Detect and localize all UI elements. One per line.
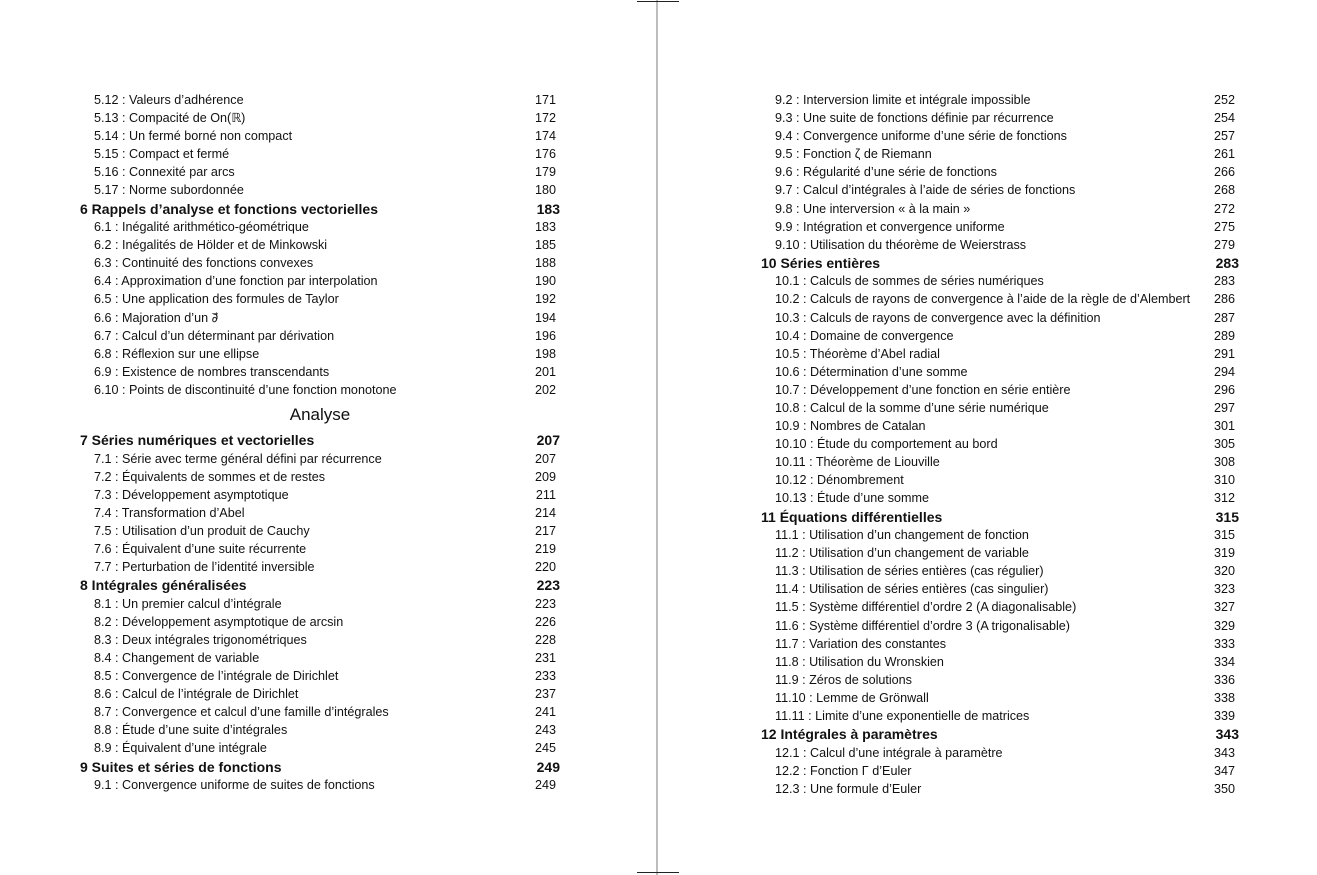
toc-page-number: 245 [534, 741, 556, 756]
toc-page-number: 291 [1213, 346, 1235, 361]
toc-entry-title: 9.4 : Convergence uniforme d’une série de fonctions [775, 129, 1067, 144]
toc-entry [761, 345, 1239, 363]
toc-page-number: 249 [534, 778, 556, 792]
toc-page-number: 286 [1213, 292, 1235, 307]
toc-entry [80, 540, 560, 558]
toc-entry-title: 9.1 : Convergence uniforme de suites de fonctions [94, 778, 375, 792]
toc-entry [80, 272, 560, 290]
toc-entry [80, 91, 560, 109]
toc-entry [80, 776, 560, 794]
toc-page-number: 275 [1213, 219, 1235, 234]
toc-entry-title: 9.2 : Interversion limite et intégrale impossible [775, 93, 1031, 107]
toc-page-number: 179 [534, 165, 556, 180]
toc-page-number: 315 [1215, 508, 1239, 525]
toc-entry-title: 8.4 : Changement de variable [94, 650, 260, 665]
toc-entry-title: 6.1 : Inégalité arithmético-géométrique [94, 220, 309, 235]
toc-entry [80, 254, 560, 272]
toc-page-number: 315 [1213, 528, 1235, 543]
toc-entry [761, 580, 1239, 598]
toc-page-number: 207 [534, 451, 556, 466]
toc-entry [761, 635, 1239, 653]
toc-entry [80, 522, 560, 540]
toc-entry-title: Analyse [289, 405, 351, 424]
toc-page-number: 231 [534, 650, 556, 665]
toc-page-number: 283 [1215, 254, 1239, 271]
toc-part-title [80, 404, 560, 426]
toc-page-number: 254 [1213, 111, 1235, 126]
toc-page-number: 214 [534, 505, 556, 520]
toc-entry [761, 653, 1239, 671]
toc-entry-title: 9 Suites et séries de fonctions [80, 758, 282, 775]
toc-page-number: 343 [1213, 745, 1235, 760]
toc-page-number: 347 [1213, 763, 1235, 778]
toc-entry-title: 8.7 : Convergence et calcul d’une famille d’intégrales [94, 705, 389, 720]
toc-page-number: 338 [1213, 690, 1235, 705]
toc-chapter [80, 200, 560, 219]
toc-page-number: 237 [534, 687, 556, 702]
toc-entry [761, 181, 1239, 199]
toc-entry-title: 5.13 : Compacité de On(ℝ) [94, 111, 246, 126]
toc-entry-title: 7.2 : Équivalents de sommes et de restes [94, 469, 326, 484]
toc-page-number: 312 [1213, 491, 1235, 506]
toc-entry-title: 11.6 : Système différentiel d’ordre 3 (A trigonalisable) [775, 618, 1070, 633]
toc-entry-title: 11.5 : Système différentiel d’ordre 2 (A diagonalisable) [775, 600, 1077, 615]
toc-page-number: 294 [1213, 364, 1235, 379]
toc-entry [761, 290, 1239, 308]
toc-entry-title: 6 Rappels d’analyse et fonctions vectorielles [80, 200, 378, 217]
toc-page-number: 196 [534, 328, 556, 343]
toc-page-number: 174 [534, 129, 556, 144]
toc-page-number: 289 [1213, 328, 1235, 343]
toc-entry [80, 685, 560, 703]
toc-entry [80, 163, 560, 181]
toc-page-number: 219 [534, 541, 556, 556]
toc-entry [761, 236, 1239, 254]
toc-page-number: 241 [534, 705, 556, 720]
toc-entry-title: 6.10 : Points de discontinuité d’une fonction monotone [94, 382, 397, 397]
toc-page-number: 296 [1213, 382, 1235, 397]
left-page [0, 0, 657, 875]
toc-page-number: 268 [1213, 183, 1235, 198]
toc-entry-title: 5.12 : Valeurs d’adhérence [94, 93, 244, 107]
toc-page-number: 190 [534, 274, 556, 289]
toc-entry-title: 6.2 : Inégalités de Hölder et de Minkowski [94, 238, 328, 253]
toc-entry-title: 10.13 : Étude d’une somme [775, 491, 930, 506]
toc-entry [761, 145, 1239, 163]
toc-page-number: 249 [536, 758, 560, 775]
toc-entry [80, 236, 560, 254]
toc-entry-title: 8.6 : Calcul de l’intégrale de Dirichlet [94, 687, 299, 702]
toc-page-number: 172 [534, 111, 556, 126]
toc-page-number: 343 [1215, 726, 1239, 743]
toc-entry-title: 8.5 : Convergence de l’intégrale de Dirichlet [94, 669, 339, 684]
toc-page-number: 209 [534, 469, 556, 484]
toc-entry-title: 9.3 : Une suite de fonctions définie par récurrence [775, 111, 1054, 126]
toc-entry-title: 6.5 : Une application des formules de Taylor [94, 292, 339, 307]
toc-entry-title: 11 Équations différentielles [761, 508, 943, 525]
toc-entry-title: 11.11 : Limite d’une exponentielle de matrices [775, 709, 1030, 723]
toc-entry-title: 7.6 : Équivalent d’une suite récurrente [94, 541, 307, 556]
toc-left [80, 91, 560, 794]
toc-entry-title: 7 Séries numériques et vectorielles [80, 432, 315, 448]
toc-entry [761, 780, 1239, 798]
toc-entry [761, 526, 1239, 544]
toc-entry [80, 218, 560, 236]
toc-entry-title: 7.1 : Série avec terme général défini par récurrence [94, 451, 382, 466]
toc-page-number: 180 [534, 183, 556, 198]
toc-entry [80, 486, 560, 504]
toc-page-number: 183 [534, 220, 556, 235]
toc-page-number: 202 [534, 382, 556, 397]
toc-chapter [80, 758, 560, 777]
toc-entry [80, 381, 560, 399]
toc-entry-title: 7.7 : Perturbation de l’identité inversible [94, 560, 315, 575]
toc-page-number: 226 [534, 614, 556, 629]
toc-entry-title: 7.5 : Utilisation d’un produit de Cauchy [94, 523, 310, 538]
toc-entry [80, 649, 560, 667]
toc-entry-title: 6.9 : Existence de nombres transcendants [94, 364, 330, 379]
toc-entry [761, 127, 1239, 145]
toc-entry-title: 11.1 : Utilisation d’un changement de fonction [775, 528, 1029, 543]
toc-page-number: 207 [536, 432, 560, 448]
toc-entry-title: 11.8 : Utilisation du Wronskien [775, 654, 944, 669]
toc-page-number: 279 [1213, 237, 1235, 252]
toc-entry-title: 5.17 : Norme subordonnée [94, 183, 244, 198]
toc-page-number: 217 [534, 523, 556, 538]
toc-page-number: 188 [534, 256, 556, 271]
toc-entry [761, 200, 1239, 218]
toc-page-number: 220 [534, 560, 556, 575]
toc-page-number: 333 [1213, 636, 1235, 651]
toc-entry [761, 762, 1239, 780]
toc-entry [761, 471, 1239, 489]
toc-entry-title: 8.9 : Équivalent d’une intégrale [94, 741, 267, 756]
toc-entry [761, 689, 1239, 707]
toc-chapter [761, 254, 1239, 273]
toc-entry-title: 5.16 : Connexité par arcs [94, 165, 235, 180]
toc-entry-title: 11.3 : Utilisation de séries entières (cas régulier) [775, 564, 1044, 579]
toc-page-number: 243 [534, 723, 556, 738]
toc-entry-title: 10.12 : Dénombrement [775, 473, 904, 488]
toc-entry-title: 6.7 : Calcul d’un déterminant par dérivation [94, 328, 335, 343]
toc-entry [80, 290, 560, 308]
toc-entry [761, 327, 1239, 345]
toc-page-number: 176 [534, 147, 556, 162]
toc-chapter [80, 576, 560, 595]
toc-entry [80, 595, 560, 613]
toc-entry-title: 10.4 : Domaine de convergence [775, 328, 954, 343]
toc-entry [761, 109, 1239, 127]
toc-entry [80, 739, 560, 757]
toc-page-number: 310 [1213, 473, 1235, 488]
toc-page-number: 329 [1213, 618, 1235, 633]
toc-entry [80, 363, 560, 381]
toc-page-number: 185 [534, 238, 556, 253]
toc-entry [761, 617, 1239, 635]
toc-entry [761, 744, 1239, 762]
toc-entry [761, 671, 1239, 689]
toc-entry-title: 7.3 : Développement asymptotique [94, 487, 289, 502]
toc-page-number: 223 [534, 596, 556, 611]
right-page [659, 0, 1317, 875]
toc-chapter [761, 508, 1239, 527]
toc-entry-title: 12.3 : Une formule d’Euler [775, 781, 922, 796]
toc-page-number: 323 [1213, 582, 1235, 597]
toc-page-number: 320 [1213, 564, 1235, 579]
toc-entry-title: 8.1 : Un premier calcul d’intégrale [94, 596, 282, 611]
toc-entry [761, 363, 1239, 381]
toc-entry-title: 6.6 : Majoration d’un ∂⃗ [94, 310, 219, 325]
toc-page-number: 257 [1213, 129, 1235, 144]
toc-entry [80, 667, 560, 685]
toc-entry [761, 381, 1239, 399]
toc-page-number: 327 [1213, 600, 1235, 615]
toc-page-number: 194 [534, 310, 556, 325]
toc-entry-title: 10.2 : Calculs de rayons de convergence à l’aide de la règle de d’Alembert [775, 292, 1191, 307]
toc-entry-title: 5.15 : Compact et fermé [94, 147, 230, 162]
toc-page-number: 297 [1213, 401, 1235, 415]
toc-page-number: 228 [534, 632, 556, 647]
toc-entry [80, 558, 560, 576]
toc-entry [761, 435, 1239, 453]
toc-entry-title: 5.14 : Un fermé borné non compact [94, 129, 293, 144]
toc-entry [761, 707, 1239, 725]
toc-page-number: 192 [534, 292, 556, 307]
toc-entry [80, 327, 560, 345]
toc-entry [761, 453, 1239, 471]
toc-entry-title: 8.3 : Deux intégrales trigonométriques [94, 632, 307, 647]
toc-entry-title: 9.7 : Calcul d’intégrales à l’aide de séries de fonctions [775, 183, 1076, 198]
toc-entry [80, 468, 560, 486]
toc-entry [80, 504, 560, 522]
toc-entry [761, 598, 1239, 616]
toc-entry-title: 9.8 : Une interversion « à la main » [775, 201, 971, 216]
toc-page-number: 183 [536, 200, 560, 217]
toc-entry [761, 399, 1239, 417]
toc-entry-title: 11.9 : Zéros de solutions [775, 672, 912, 687]
toc-page-number: 261 [1213, 147, 1235, 162]
toc-page-number: 305 [1213, 437, 1235, 452]
toc-entry [80, 109, 560, 127]
toc-entry [80, 145, 560, 163]
toc-page-number: 334 [1213, 654, 1235, 669]
toc-page-number: 252 [1213, 93, 1235, 107]
toc-entry [761, 218, 1239, 236]
toc-entry [761, 309, 1239, 327]
toc-entry-title: 10.11 : Théorème de Liouville [775, 455, 940, 470]
toc-entry [80, 127, 560, 145]
toc-entry-title: 9.10 : Utilisation du théorème de Weierstrass [775, 237, 1027, 252]
toc-page-number: 308 [1213, 455, 1235, 470]
toc-entry [80, 721, 560, 739]
toc-entry-title: 12.1 : Calcul d’une intégrale à paramètre [775, 745, 1003, 760]
toc-entry [761, 163, 1239, 181]
toc-right [761, 91, 1239, 798]
toc-entry-title: 10 Séries entières [761, 254, 881, 271]
toc-page-number: 319 [1213, 546, 1235, 561]
toc-page-number: 339 [1213, 709, 1235, 723]
toc-entry-title: 6.8 : Réflexion sur une ellipse [94, 346, 260, 361]
toc-page-number: 201 [534, 364, 556, 379]
toc-chapter [761, 725, 1239, 744]
toc-entry [80, 309, 560, 327]
toc-entry [761, 562, 1239, 580]
toc-entry-title: 11.2 : Utilisation d’un changement de variable [775, 546, 1029, 561]
toc-entry-title: 9.6 : Régularité d’une série de fonctions [775, 165, 997, 180]
toc-page-number: 350 [1213, 781, 1235, 796]
toc-page-number: 223 [536, 577, 560, 594]
toc-entry [80, 631, 560, 649]
toc-entry-title: 10.7 : Développement d’une fonction en série entière [775, 382, 1071, 397]
toc-entry-title: 6.3 : Continuité des fonctions convexes [94, 256, 314, 271]
toc-entry-title: 10.3 : Calculs de rayons de convergence avec la définition [775, 310, 1101, 325]
toc-entry-title: 12 Intégrales à paramètres [761, 726, 938, 743]
toc-page-number: 198 [534, 346, 556, 361]
toc-page-number: 272 [1213, 201, 1235, 216]
toc-page-number: 171 [534, 93, 556, 107]
toc-entry [80, 613, 560, 631]
toc-page-number: 301 [1213, 419, 1235, 434]
toc-entry [761, 544, 1239, 562]
toc-entry-title: 10.9 : Nombres de Catalan [775, 419, 926, 434]
toc-entry [80, 345, 560, 363]
toc-page-number: 233 [534, 669, 556, 684]
toc-entry-title: 11.4 : Utilisation de séries entières (cas singulier) [775, 582, 1049, 597]
toc-entry [761, 417, 1239, 435]
toc-page-number: 266 [1213, 165, 1235, 180]
toc-entry-title: 8.8 : Étude d’une suite d’intégrales [94, 723, 288, 738]
toc-entry [80, 450, 560, 468]
toc-entry-title: 6.4 : Approximation d’une fonction par interpolation [94, 274, 378, 289]
toc-entry [80, 703, 560, 721]
toc-page-number: 287 [1213, 310, 1235, 325]
toc-entry [761, 91, 1239, 109]
toc-page-number: 336 [1213, 672, 1235, 687]
toc-page-number: 283 [1213, 274, 1235, 289]
toc-chapter [80, 431, 560, 450]
toc-entry-title: 8 Intégrales généralisées [80, 577, 247, 594]
toc-entry [761, 272, 1239, 290]
toc-entry-title: 10.10 : Étude du comportement au bord [775, 437, 998, 452]
toc-entry-title: 11.7 : Variation des constantes [775, 636, 947, 651]
toc-entry-title: 10.8 : Calcul de la somme d’une série numérique [775, 401, 1049, 415]
toc-entry-title: 12.2 : Fonction Γ d’Euler [775, 763, 912, 778]
toc-entry-title: 10.5 : Théorème d’Abel radial [775, 346, 940, 361]
toc-entry-title: 11.10 : Lemme de Grönwall [775, 690, 929, 705]
toc-entry [761, 489, 1239, 507]
toc-entry-title: 9.9 : Intégration et convergence uniforme [775, 219, 1005, 234]
toc-entry-title: 10.6 : Détermination d’une somme [775, 364, 968, 379]
toc-entry-title: 9.5 : Fonction ζ de Riemann [775, 147, 932, 162]
toc-entry-title: 8.2 : Développement asymptotique de arcsin [94, 614, 344, 629]
toc-page-number: 211 [535, 487, 556, 502]
toc-entry [80, 181, 560, 199]
toc-entry-title: 7.4 : Transformation d’Abel [94, 505, 245, 520]
toc-entry-title: 10.1 : Calculs de sommes de séries numériques [775, 274, 1044, 289]
